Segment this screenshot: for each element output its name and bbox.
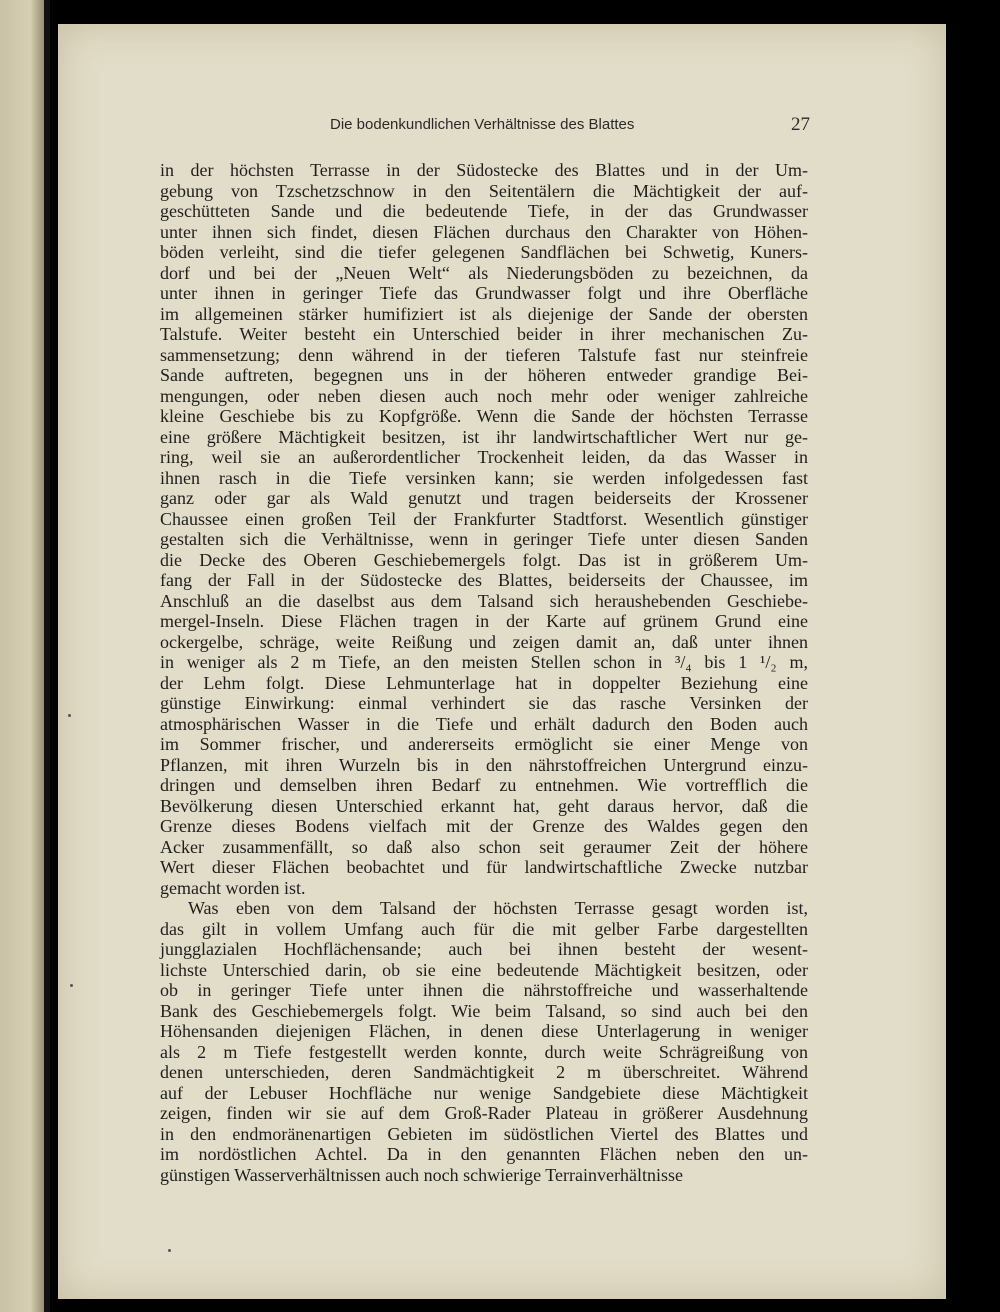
text-line: ob in geringer Tiefe unter ihnen die nährstoffreiche und wasserhaltende [160, 980, 808, 1000]
text-line: ihnen rasch in die Tiefe versinken kann; sie werden infolgedessen fast [160, 467, 808, 488]
text-line: fang der Fall in der Südostecke des Blattes, beiderseits der Chaussee, im [160, 570, 808, 590]
speck [70, 984, 73, 987]
paragraph-1 [160, 160, 808, 898]
text-line: Bank des Geschiebemergels folgt. Wie beim Talsand, so sind auch bei den [160, 1000, 808, 1021]
text-line: in weniger als 2 m Tiefe, an den meisten Stellen schon in ³/₄ bis 1 ¹/₂ m, [160, 652, 808, 672]
page-number: 27 [791, 114, 810, 135]
text-line: atmosphärischen Wasser in die Tiefe und erhält dadurch den Boden auch [160, 713, 808, 734]
text-line: Chaussee einen großen Teil der Frankfurter Stadtforst. Wesentlich günstiger [160, 508, 808, 529]
text-line: die Decke des Oberen Geschiebemergels folgt. Das ist in größerem Um- [160, 549, 808, 570]
text-line: sammensetzung; denn während in der tieferen Talstufe fast nur steinfreie [160, 344, 808, 365]
facing-page-edge [0, 0, 50, 1312]
text-line: im Sommer frischer, und andererseits ermöglicht sie einer Menge von [160, 734, 808, 754]
text-line: das gilt in vollem Umfang auch für die mit gelber Farbe dargestellten [160, 918, 808, 939]
text-line: Talstufe. Weiter besteht ein Unterschied beider in ihrer mechanischen Zu- [160, 324, 808, 344]
running-header [330, 116, 810, 138]
text-line: gestalten sich die Verhältnisse, wenn in geringer Tiefe unter diesen Sanden [160, 529, 808, 549]
text-line: lichste Unterschied darin, ob sie eine bedeutende Mächtigkeit besitzen, oder [160, 959, 808, 980]
text-line: ring, weil sie an außerordentlicher Trockenheit leiden, da das Wasser in [160, 447, 808, 467]
text-line: unter ihnen in geringer Tiefe das Grundwasser folgt und ihre Oberfläche [160, 283, 808, 303]
text-line: gemacht worden ist. [160, 877, 306, 898]
text-line: Anschluß an die daselbst aus dem Talsand sich heraushebenden Geschiebe- [160, 590, 808, 611]
text-line: mergel-Inseln. Diese Flächen tragen in der Karte auf grünem Grund eine [160, 611, 808, 631]
text-line: böden verleiht, sind die tiefer gelegenen Sandflächen bei Schwetig, Kuners- [160, 242, 808, 262]
text-line: Acker zusammenfällt, so daß also schon seit geraumer Zeit der höhere [160, 836, 808, 857]
text-line: auf der Lebuser Hochfläche nur wenige Sandgebiete diese Mächtigkeit [160, 1082, 808, 1103]
text-line: denen unterschieden, deren Sandmächtigkeit 2 m überschreitet. Während [160, 1062, 808, 1082]
text-line: Wert dieser Flächen beobachtet und für landwirtschaftliche Zwecke nutzbar [160, 857, 808, 877]
text-line: jungglazialen Hochflächensande; auch bei ihnen besteht der wesent- [160, 939, 808, 959]
text-line: Was eben von dem Talsand der höchsten Terrasse gesagt worden ist, [188, 898, 808, 918]
text-line: in den endmoränenartigen Gebieten im südöstlichen Viertel des Blattes und [160, 1123, 808, 1144]
text-line: geschütteten Sande und die bedeutende Tiefe, in der das Grundwasser [160, 201, 808, 221]
text-line: als 2 m Tiefe festgestellt werden konnte, durch weite Schrägreißung von [160, 1041, 808, 1062]
text-line: Pflanzen, mit ihren Wurzeln bis in den nährstoffreichen Untergrund einzu- [160, 754, 808, 775]
paragraph-2 [160, 898, 808, 1185]
text-line: Höhensanden diejenigen Flächen, in denen diese Unterlagerung in weniger [160, 1021, 808, 1041]
running-title: Die bodenkundlichen Verhältnisse des Blattes [330, 116, 635, 133]
text-line: günstigen Wasserverhältnissen auch noch schwierige Terrainverhältnisse [160, 1164, 683, 1185]
text-line: ganz oder gar als Wald genutzt und tragen beiderseits der Krossener [160, 488, 808, 508]
text-line: kleine Geschiebe bis zu Kopfgröße. Wenn die Sande der höchsten Terrasse [160, 406, 808, 426]
text-line: dorf und bei der „Neuen Welt“ als Niederungsböden zu bezeichnen, da [160, 262, 808, 283]
text-line: dringen und demselben ihren Bedarf zu entnehmen. Wie vortrefflich die [160, 775, 808, 795]
text-line: ockergelbe, schräge, weite Reißung und zeigen damit an, daß unter ihnen [160, 631, 808, 652]
text-line: günstige Einwirkung: einmal verhindert sie das rasche Versinken der [160, 693, 808, 713]
text-line: gebung von Tzschetzschnow in den Seitentälern die Mächtigkeit der auf- [160, 180, 808, 201]
text-line: im nordöstlichen Achtel. Da in den genannten Flächen neben den un- [160, 1144, 808, 1164]
speck [68, 714, 71, 717]
text-line: der Lehm folgt. Diese Lehmunterlage hat in doppelter Beziehung eine [160, 672, 808, 693]
text-line: Grenze dieses Bodens vielfach mit der Grenze des Waldes gegen den [160, 816, 808, 836]
text-line: mengungen, oder neben diesen auch noch mehr oder weniger zahlreiche [160, 385, 808, 406]
text-line: eine größere Mächtigkeit besitzen, ist ihr landwirtschaftlicher Wert nur ge- [160, 426, 808, 447]
body-text [160, 160, 808, 1185]
text-line: Bevölkerung diesen Unterschied erkannt hat, geht daraus hervor, daß die [160, 795, 808, 816]
text-line: im allgemeinen stärker humifiziert ist als diejenige der Sande der obersten [160, 303, 808, 324]
text-line: in der höchsten Terrasse in der Südostecke des Blattes und in der Um- [160, 160, 808, 180]
text-line: zeigen, finden wir sie auf dem Groß-Rader Plateau in größerer Ausdehnung [160, 1103, 808, 1123]
text-line: Sande auftreten, begegnen uns in der höheren entweder grandige Bei- [160, 365, 808, 385]
speck [168, 1249, 171, 1252]
text-line: unter ihnen sich findet, diesen Flächen durchaus den Charakter von Höhen- [160, 221, 808, 242]
